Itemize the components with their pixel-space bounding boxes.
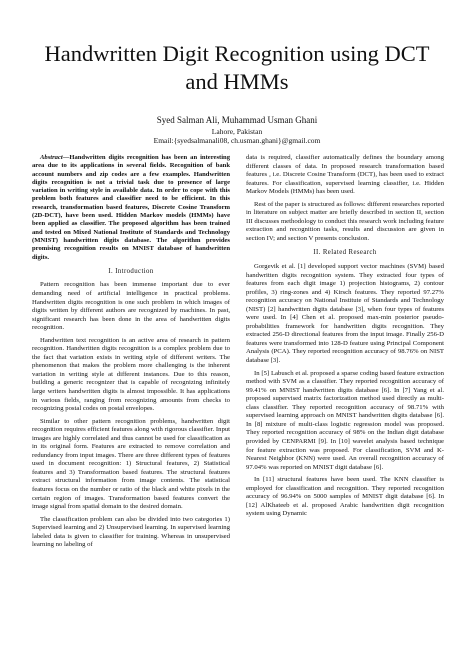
body-paragraph: Handwritten text recognition is an active area of research in pattern recognition. Handwritten digits recognition is a complex problem due to the fact that variation exists in writing style of different writers. The phenomenon that makes the problem more challenging is the inherent variation in writing style at different instances. Due to this reason, building a generic recognizer that is capable of recognizing infinitely large writers handwritten digits is almost impossible. It has applications in various fields, ranging from recognizing amounts from checks to recognizing postal codes on postal envelopes. [32,336,230,413]
section-heading-related-research: II. Related Research [313,249,377,257]
abstract [32,154,230,262]
body-paragraph: In [11] structural features have been used. The KNN classifier is employed for classification and recognition. They reported recognition accuracy of 96.94% on 5000 samples of MNIST digit database [6]. In [12] AlKhateeb et al. proposed Arabic handwritten digit recognition system using Dynamic [246,476,444,518]
abstract-body: —Handwritten digits recognition has been an interesting area due to its applications in several fields. Recognition of bank account numbers and zip codes are a few examples. Handwritten digits recognition is not a trivial task due to presence of large variation in writing style in available data. In order to cope with this problem both features and classifier need to be efficient. In this research, transformation based features, Discrete Cosine Transform (2D-DCT), have been used. Hidden Markov models (HMMs) have been applied as classifier. The proposed algorithm has been trained and tested on Mixed National Institute of Standards and Technology (MNIST) handwritten digits database. The algorithm provides promising recognition results on MNIST database of handwritten digits. [32,154,230,261]
section-heading-introduction: I. Introduction [108,267,154,275]
paper-title: Handwritten Digit Recognition using DCT and HMMs [44,41,430,94]
body-paragraph: Pattern recognition has been immense important due to ever demanding need of artificial intelligence in practical problems. Handwritten digits recognition is one such problem in which images of digits written by different authors are recognized by machines. In past, significant research has been done in the area of handwritten digits recognition. [32,281,230,332]
body-paragraph: data is required, classifier automatically defines the boundary among different classes of data. In proposed research transformation based features , i.e. Discrete Cosine Transform (DCT), has been used to extract features. For classification, supervised learning classifier, i.e. Hidden Markov Models (HMMs) has been used. [246,154,444,196]
author-names: Syed Salman Ali, Muhammad Usman Ghani [156,115,318,125]
author-affiliation: Lahore, Pakistan [211,127,263,136]
abstract-lead: Abstract [40,154,63,161]
body-paragraph: Rest of the paper is structured as follows: different researches reported in literature on subject matter are briefly described in section II, section III discusses methodology to conduct this research work including feature extraction and recognition tasks, results and discussion are given in section IV; and section V presents conclusion. [246,200,444,242]
author-email: Email:{syedsalmanali08, ch.usman.ghani}@gmail.com [153,136,321,145]
body-paragraph: Similar to other pattern recognition problems, handwritten digit recognition requires efficient features along with rigorous classifier. Input images are highly correlated and thus cannot be used for classification as in its original form. Features are extracted to remove correlation and redundancy from input images. There are three different types of features used in document recognition: 1) Structural features, 2) Statistical features and 3) Transformation based features. The structural features extract structural information from image contents. The statistical features focus on the number or ratio of the black and white pixels in the certain region of images. Transformation based features convert the image signal from spatial domain to the desired domain. [32,417,230,511]
body-paragraph: In [5] Labusch et al. proposed a sparse coding based feature extraction method with SVM as a classifier. They reported recognition accuracy of 99.41% on MNIST handwritten digits database [6]. In [7] Yang et al. proposed supervised matrix factorization method used directly as multi-class classifier. They reported recognition accuracy of 98.71% with supervised learning approach on MNIST handwritten digits database [6]. In [8] mixture of multi-class logistic regression model was proposed. They reported recognition accuracy of 98% on the Indian digit database provided by CENPARMI [9]. In [10] wavelet analysis based technique for feature extraction was proposed. For classification, SVM and K-Nearest Neighbor (KNN) were used. An overall recognition accuracy of 97.04% was reported on MNIST digit database [6]. [246,369,444,471]
left-column [32,154,230,554]
body-paragraph: Gorgevik et al. [1] developed support vector machines (SVM) based handwritten digits recognition system. They extracted four types of features from each digit image 1) projection histograms, 2) contour profiles, 3) ring-zones and 4) Kirsch features. They reported 97.27% recognition accuracy on National Institute of Standards and Technology (NIST) [2] handwritten digits database [3], when four types of features were used. In [4] Chen et al. proposed max-min posterior pseudo-probabilities framework for handwritten digits recognition. They extracted 256-D directional features from the input image. Finally 256-D features were transformed into 128-D feature using Principal Component Analysis (PCA). They reported recognition accuracy of 98.76% on NIST database [3]. [246,263,444,365]
body-paragraph: The classification problem can also be divided into two categories 1) Supervised learning and 2) Unsupervised learning. In supervised learning labeled data is given to classifier for training. Whereas in unsupervised learning no labeling of [32,515,230,549]
right-column [246,154,444,523]
